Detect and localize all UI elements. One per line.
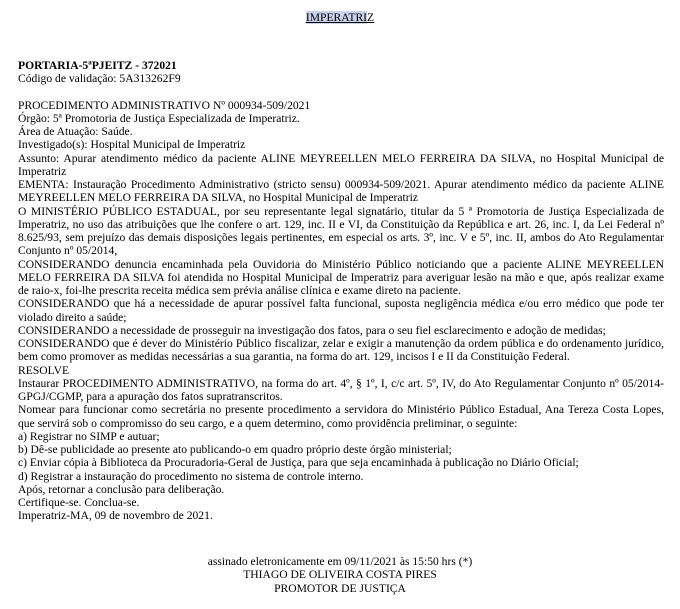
establish-paragraph: Instaurar PROCEDIMENTO ADMINISTRATIVO, na forma do art. 4º, § 1º, I, c/c art. 5º, IV, do Ato Regulamentar Conjunto nº 05/2014-GPGJ/CGMP, para a apuração dos fatos supratranscritos. — [18, 376, 664, 403]
list-item-b: b) Dê-se publicidade ao presente ato publicando-o em quadro próprio deste órgão ministerial; — [18, 443, 452, 456]
procedure-number: PROCEDIMENTO ADMINISTRATIVO Nº 000934-509/2021 — [18, 98, 311, 112]
ministerio-paragraph: O MINISTÉRIO PÚBLICO ESTADUAL, por seu representante legal signatário, titular da 5 ª Promotoria de Justiça Especializada de Imperatriz, no uso das atribuições que lhe confere o art. 129, inc. II e VI, da Constituição da República e art. 26, inc. I, da Lei Federal nº 8.625/93, sem prejuízo das demais disposições legais pertinentes, em especial os arts. 3º, inc. V e 5º, inc. II, ambos do Ato Regulamentar Conjunto nº 05/2014, — [18, 204, 664, 258]
city-heading-rest: Z — [367, 11, 375, 24]
after-note: Após, retornar a conclusão para deliberação. — [18, 482, 225, 496]
list-item-c: c) Enviar cópia à Biblioteca da Procuradoria-Geral de Justiça, para que seja encaminhada à publicação no Diário Oficial; — [18, 456, 579, 470]
signer-role: PROMOTOR DE JUSTIÇA — [274, 581, 406, 595]
secretary-paragraph: Nomear para funcionar como secretária no presente procedimento a servidora do Ministério Público Estadual, Ana Tereza Costa Lopes, que servirá sob o compromisso do seu cargo, e a quem determino, como providência preliminar, o seguinte: — [18, 403, 664, 430]
city-heading-selected-text: IMPERATRI — [305, 11, 368, 24]
subject: Assunto: Apurar atendimento médico da paciente ALINE MEYREELLEN MELO FERREIRA DA SILVA, no Hospital Municipal de Imperatriz — [18, 151, 664, 178]
city-heading — [0, 11, 680, 24]
resolve-heading: RESOLVE — [18, 363, 70, 377]
considering-3: CONSIDERANDO a necessidade de prosseguir na investigação dos fatos, para o seu fiel esclarecimento e adoção de medidas; — [18, 323, 606, 337]
organ: Órgão: 5ª Promotoria de Justiça Especializada de Imperatriz. — [18, 111, 300, 125]
signed-electronically: assinado eletronicamente em 09/11/2021 às 15:50 hrs (*) — [207, 555, 473, 568]
list-item-a: a) Registrar no SIMP e autuar; — [18, 429, 160, 443]
place-date: Imperatriz-MA, 09 de novembro de 2021. — [18, 509, 213, 523]
considering-2: CONSIDERANDO que há a necessidade de apurar possível falta funcional, suposta negligência médica e/ou erro médico que pode ter violado direito a saúde; — [18, 297, 664, 324]
considering-4: CONSIDERANDO que é dever do Ministério Público fiscalizar, zelar e exigir a manutenção da ordem pública e do ordenamento jurídico, bem como promover as medidas necessárias a sua garantia, na forma do art. 129, incisos I e II da Constituição Federal. — [18, 337, 664, 364]
considering-1: CONSIDERANDO denuncia encaminhada pela Ouvidoria do Ministério Público noticiando que a paciente ALINE MEYREELLEN MELO FERREIRA DA SILVA foi atendida no Hospital Municipal de Imperatriz para averiguar lesão na mão e que, após realizar exame de raio-x, foi-lhe prescrita receita médica sem prévia análise clínica e exame direto na paciente. — [18, 257, 664, 297]
ementa: EMENTA: Instauração Procedimento Administrativo (stricto sensu) 000934-509/2021. Apurar atendimento médico da paciente ALINE MEYREELLEN MELO FERREIRA DA SILVA, no Hospital Municipal de Imperatriz — [18, 178, 664, 205]
certify-note: Certifique-se. Conclua-se. — [18, 496, 140, 509]
validation-code: Código de validação: 5A313262F9 — [18, 72, 181, 86]
signature-block — [0, 555, 680, 595]
portaria-title: PORTARIA-5ªPJEITZ - 372021 — [18, 59, 177, 72]
list-item-d: d) Registrar a instauração do procedimento no sistema de controle interno. — [18, 469, 364, 483]
investigated: Investigado(s): Hospital Municipal de Imperatriz — [18, 138, 246, 152]
document-body — [18, 59, 664, 523]
area: Área de Atuação: Saúde. — [18, 125, 133, 138]
signer-name: THIAGO DE OLIVEIRA COSTA PIRES — [243, 568, 437, 582]
